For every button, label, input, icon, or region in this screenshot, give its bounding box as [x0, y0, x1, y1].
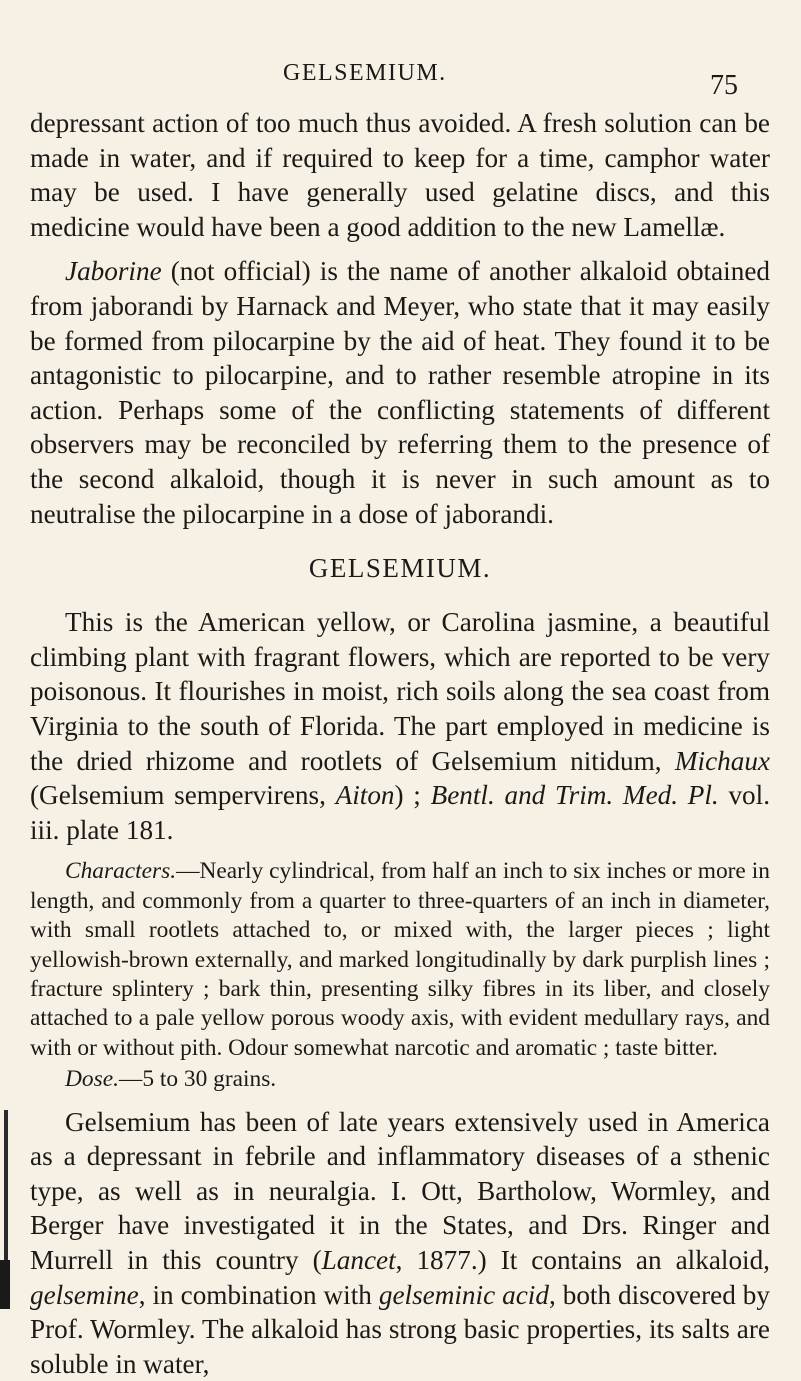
paragraph-text: This is the American yellow, or Carolina jasmine, a beautiful climbing plant with fragrant flowers, which are reported to be very poisonous. It flourishes in moist, rich soils along the sea coast from Virginia to the south of Florida. The part employed in medicine is the dried rhizome and rootlets of Gelsemium nitidum, — [30, 607, 770, 776]
paragraph-gelsemium-intro — [30, 605, 770, 847]
dose-label: Dose. — [65, 1066, 119, 1093]
paragraph-text: vol. iii. plate 181. — [30, 780, 770, 845]
paragraph-gelsemium-usage — [30, 1105, 770, 1381]
body-text — [30, 106, 770, 1381]
characters-text: —Nearly cylindrical, from half an inch to six inches or more in length, and commonly from a quarter to three-quarters of an inch in diameter, with small rootlets attached to, or mixed with, the larger pieces ; light yellowish-brown externally, and marked longitudinally by dark purplish lines ; fracture splintery ; bark thin, presenting silky fibres in its liber, and closely attached to a pale yellow porous woody axis, with evident medullary rays, and with or without pith. Odour somewhat narcotic and aromatic ; taste bitter. — [30, 858, 770, 1061]
paragraph-continuation — [30, 106, 770, 244]
term-jaborine: Jaborine — [65, 256, 162, 287]
term-gelsemine: gelsemine — [30, 1279, 139, 1310]
paragraph-dose — [30, 1065, 770, 1094]
page-number: 75 — [710, 70, 738, 101]
authority-aiton: Aiton — [335, 780, 395, 811]
term-gelseminic-acid: gelseminic acid — [378, 1279, 549, 1310]
paragraph-text: (Gelsemium sempervirens, — [30, 780, 336, 811]
paragraph-text: , both discovered by Prof. Wormley. The alkaloid has strong basic properties, its salts are soluble in water, — [30, 1279, 770, 1379]
paragraph-text: Gelsemium has been of late years extensively used in America as a depressant in febrile and inflammatory diseases of a sthenic type, as well as in neuralgia. I. Ott, Bartholow, Wormley, and Berger have investigated it in the States, and Drs. Ringer and Murrell in this country ( — [30, 1106, 770, 1275]
reference-bentley-trimen: Bentl. and Trim. Med. Pl. — [430, 780, 719, 811]
section-heading: GELSEMIUM. — [308, 553, 492, 584]
authority-michaux: Michaux — [674, 745, 770, 776]
paragraph-text: (not official) is the name of another alkaloid obtained from jaborandi by Harnack and Meyer, who state that it may easily be formed from pilocarpine by the aid of heat. They found it to be antagonistic to pilocarpine, and to rather resemble atropine in its action. Perhaps some of the conflicting statements of different observers may be reconciled by referring them to the presence of the second alkaloid, though it is never in such amount as to neutralise the pilocarpine in a dose of jaborandi. — [30, 256, 770, 529]
paragraph-text: , 1877.) It contains an alkaloid, — [395, 1244, 770, 1275]
dose-text: —5 to 30 grains. — [118, 1066, 277, 1093]
running-title: GELSEMIUM. — [283, 60, 447, 86]
paragraph-text: depressant action of too much thus avoided. A fresh solution can be made in water, and if required to keep for a time, camphor water may be used. I have generally used gelatine discs, and this medicine would have been a good addition to the new Lamellæ. — [30, 108, 770, 242]
page-edge-shadow-bottom — [0, 1260, 10, 1309]
reference-lancet: Lancet — [321, 1244, 396, 1275]
paragraph-characters — [30, 857, 770, 1063]
paragraph-text: , in combination with — [138, 1279, 379, 1310]
characters-label: Characters. — [65, 858, 177, 885]
running-header — [0, 52, 801, 101]
paragraph-text: ) ; — [394, 780, 431, 811]
paragraph-jaborine — [30, 254, 770, 531]
